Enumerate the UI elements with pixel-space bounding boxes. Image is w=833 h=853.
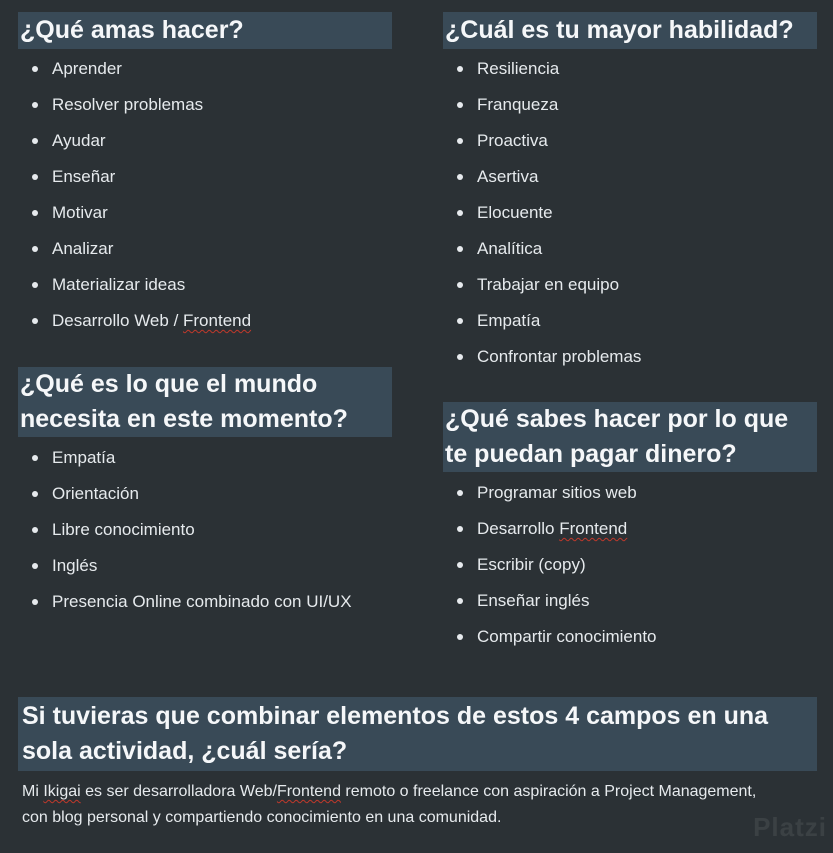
heading-world-needs xyxy=(18,367,392,437)
heading-paid-for xyxy=(443,402,817,472)
ikigai-answer xyxy=(22,779,782,831)
list-item: Presencia Online combinado con UI/UX xyxy=(18,584,392,620)
list-what-you-love xyxy=(18,51,392,339)
answer-text: es ser desarrolladora Web/ xyxy=(80,783,277,800)
spellcheck-word: Ikigai xyxy=(43,783,81,800)
list-item-text: Desarrollo xyxy=(477,519,560,538)
list-item xyxy=(443,511,817,547)
list-paid-for xyxy=(443,475,817,655)
list-item: Asertiva xyxy=(443,159,817,195)
list-item: Ayudar xyxy=(18,123,392,159)
list-world-needs xyxy=(18,440,392,620)
list-item-text: Desarrollo Web / xyxy=(52,311,184,330)
list-item: Libre conocimiento xyxy=(18,512,392,548)
heading-line: Si tuvieras que combinar elementos de estos 4 campos en una xyxy=(22,702,769,730)
list-item: Resiliencia xyxy=(443,51,817,87)
heading-line: sola actividad, ¿cuál sería? xyxy=(22,737,348,765)
list-item: Resolver problemas xyxy=(18,87,392,123)
list-item: Confrontar problemas xyxy=(443,339,817,375)
list-item: Elocuente xyxy=(443,195,817,231)
list-item: Analítica xyxy=(443,231,817,267)
spellcheck-word: Frontend xyxy=(183,311,252,330)
spellcheck-word: Frontend xyxy=(559,519,628,538)
heading-line: ¿Qué sabes hacer por lo que xyxy=(445,405,789,433)
heading-what-you-love: ¿Qué amas hacer? xyxy=(18,12,392,49)
section-what-you-love xyxy=(18,12,392,339)
list-item: Programar sitios web xyxy=(443,475,817,511)
heading-line: necesita en este momento? xyxy=(20,405,348,433)
list-item: Analizar xyxy=(18,231,392,267)
section-ikigai-summary xyxy=(18,697,817,831)
list-item: Proactiva xyxy=(443,123,817,159)
list-item: Empatía xyxy=(443,303,817,339)
list-item: Motivar xyxy=(18,195,392,231)
platzi-watermark: Platzi xyxy=(753,812,827,842)
list-item: Aprender xyxy=(18,51,392,87)
list-item: Enseñar inglés xyxy=(443,583,817,619)
heading-ikigai-summary xyxy=(18,697,817,771)
section-greatest-skill xyxy=(443,12,817,375)
list-item: Empatía xyxy=(18,440,392,476)
list-item: Orientación xyxy=(18,476,392,512)
list-item: Compartir conocimiento xyxy=(443,619,817,655)
list-item: Franqueza xyxy=(443,87,817,123)
section-world-needs xyxy=(18,367,392,620)
answer-text: remoto o freelance con aspiración a Project Management, con blog personal y compartiendo conocimiento en una comunidad. xyxy=(22,783,757,826)
spellcheck-word: Frontend xyxy=(276,783,341,800)
list-greatest-skill xyxy=(443,51,817,375)
answer-text: Mi xyxy=(22,783,44,800)
list-item: Trabajar en equipo xyxy=(443,267,817,303)
list-item: Escribir (copy) xyxy=(443,547,817,583)
list-item: Enseñar xyxy=(18,159,392,195)
section-paid-for xyxy=(443,402,817,655)
list-item: Inglés xyxy=(18,548,392,584)
list-item: Materializar ideas xyxy=(18,267,392,303)
list-item xyxy=(18,303,392,339)
heading-line: ¿Qué es lo que el mundo xyxy=(20,370,318,398)
heading-line: te puedan pagar dinero? xyxy=(445,440,737,468)
heading-greatest-skill: ¿Cuál es tu mayor habilidad? xyxy=(443,12,817,49)
